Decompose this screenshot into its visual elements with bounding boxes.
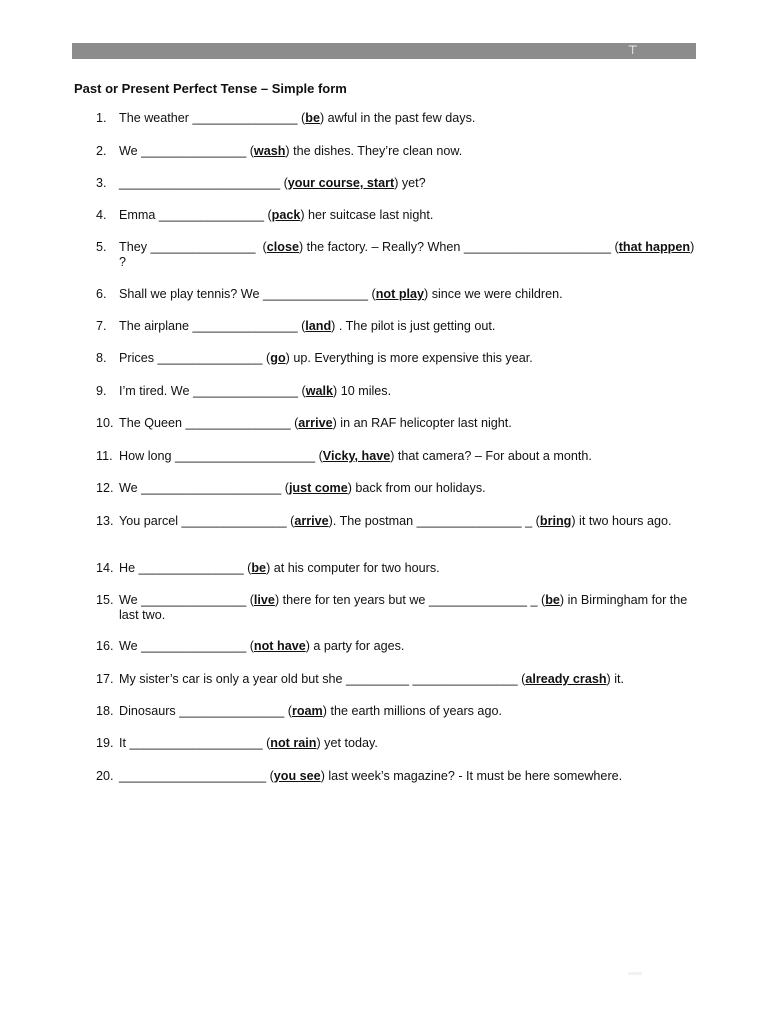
exercise-item-17: [96, 672, 696, 687]
item-number: 14.: [96, 561, 114, 575]
exercise-item-13: [96, 514, 696, 529]
item-text: You parcel _______________ (arrive). The postman _______________ _ (bring) it two hours ago.: [119, 514, 672, 528]
header-bar: [72, 43, 696, 59]
exercise-item-2: [96, 144, 696, 159]
item-number: 17.: [96, 672, 114, 686]
exercise-item-18: [96, 704, 696, 719]
exercise-item-20: [96, 769, 696, 784]
item-text: I’m tired. We _______________ (walk) 10 miles.: [119, 384, 392, 398]
header-mark: ⊤: [627, 43, 638, 57]
item-number: 19.: [96, 736, 114, 750]
exercise-item-10: [96, 416, 696, 431]
item-text: We ____________________ (just come) back from our holidays.: [119, 481, 486, 495]
exercise-item-12: [96, 481, 696, 496]
item-number: 1.: [96, 111, 107, 125]
item-number: 2.: [96, 144, 107, 158]
exercise-item-4: [96, 208, 696, 223]
exercise-item-8: [96, 351, 696, 366]
exercise-item-11: [96, 449, 696, 464]
item-text: We _______________ (wash) the dishes. They’re clean now.: [119, 144, 463, 158]
item-number: 13.: [96, 514, 114, 528]
item-number: 16.: [96, 639, 114, 653]
item-text: Emma _______________ (pack) her suitcase last night.: [119, 208, 434, 222]
exercise-item-16: [96, 639, 696, 654]
item-number: 5.: [96, 240, 107, 254]
item-text: _______________________ (your course, start) yet?: [119, 176, 426, 190]
item-text: He _______________ (be) at his computer for two hours.: [119, 561, 440, 575]
item-text: _____________________ (you see) last week’s magazine? - It must be here somewhere.: [119, 769, 623, 783]
page-mark: [628, 972, 642, 975]
item-text: How long ____________________ (Vicky, have) that camera? – For about a month.: [119, 449, 592, 463]
item-number: 20.: [96, 769, 114, 783]
exercise-item-9: [96, 384, 696, 399]
item-text: We _______________ (live) there for ten years but we ______________ _ (be) in Birmingham for the last two.: [119, 593, 691, 622]
exercise-item-6: [96, 287, 696, 302]
item-text: Shall we play tennis? We _______________ (not play) since we were children.: [119, 287, 563, 301]
exercise-item-15: [96, 593, 696, 623]
item-number: 18.: [96, 704, 114, 718]
item-number: 8.: [96, 351, 107, 365]
exercise-item-14: [96, 561, 696, 576]
exercise-item-7: [96, 319, 696, 334]
item-number: 15.: [96, 593, 114, 607]
item-number: 9.: [96, 384, 107, 398]
item-number: 11.: [96, 449, 113, 463]
page-title: Past or Present Perfect Tense – Simple form: [74, 81, 347, 96]
item-number: 3.: [96, 176, 107, 190]
exercise-item-3: [96, 176, 696, 191]
exercise-item-19: [96, 736, 696, 751]
item-number: 12.: [96, 481, 114, 495]
exercise-item-5: [96, 240, 696, 270]
item-text: The airplane _______________ (land) . The pilot is just getting out.: [119, 319, 496, 333]
item-number: 7.: [96, 319, 107, 333]
item-text: We _______________ (not have) a party for ages.: [119, 639, 405, 653]
item-text: The Queen _______________ (arrive) in an RAF helicopter last night.: [119, 416, 512, 430]
item-text: Dinosaurs _______________ (roam) the earth millions of years ago.: [119, 704, 502, 718]
item-number: 6.: [96, 287, 107, 301]
exercise-item-1: [96, 111, 696, 126]
item-text: My sister’s car is only a year old but she _________ _______________ (already crash) it.: [119, 672, 625, 686]
item-number: 4.: [96, 208, 107, 222]
item-text: The weather _______________ (be) awful in the past few days.: [119, 111, 476, 125]
item-text: It ___________________ (not rain) yet today.: [119, 736, 378, 750]
item-text: Prices _______________ (go) up. Everything is more expensive this year.: [119, 351, 533, 365]
item-text: They _______________ (close) the factory. – Really? When _____________________ (that happen) ?: [119, 240, 698, 269]
item-number: 10.: [96, 416, 114, 430]
